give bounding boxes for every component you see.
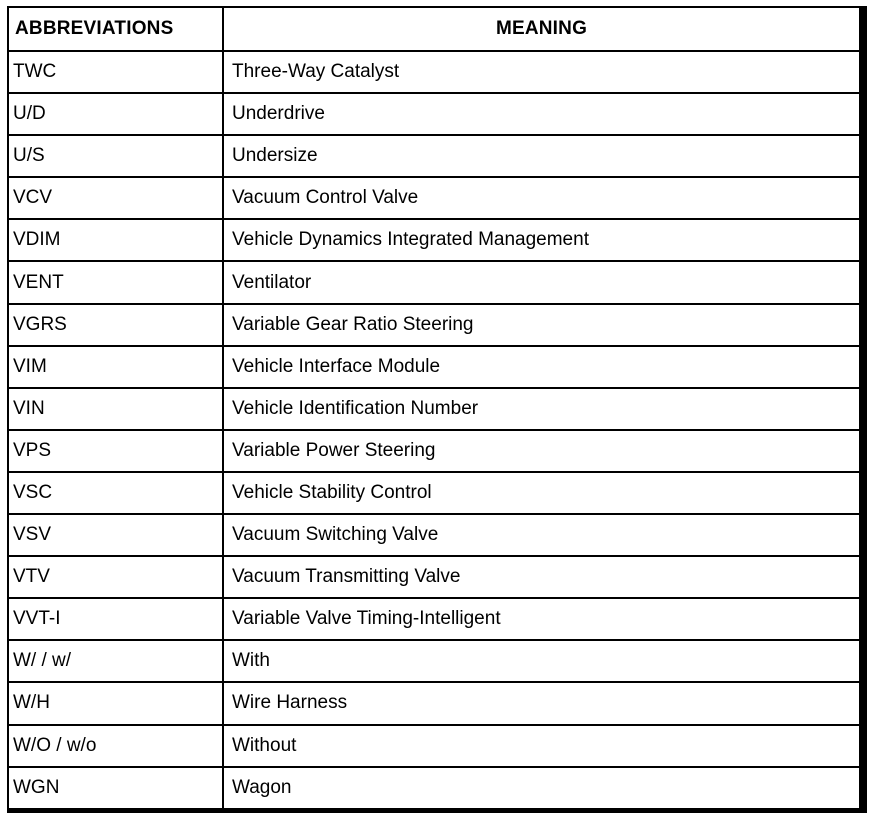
meaning-cell: Vehicle Dynamics Integrated Management (223, 219, 860, 261)
table-row (8, 304, 860, 346)
meaning-cell: Wire Harness (223, 682, 860, 724)
table-row (8, 598, 860, 640)
meaning-cell: Variable Gear Ratio Steering (223, 304, 860, 346)
abbreviation-cell: WGN (8, 767, 223, 809)
abbreviation-cell: VDIM (8, 219, 223, 261)
table-row (8, 135, 860, 177)
abbreviation-cell: VTV (8, 556, 223, 598)
meaning-cell: Without (223, 725, 860, 767)
table-row (8, 219, 860, 261)
abbreviations-table (7, 6, 861, 810)
table-row (8, 51, 860, 93)
abbreviation-cell: VGRS (8, 304, 223, 346)
table-row (8, 93, 860, 135)
table-row (8, 430, 860, 472)
table-row (8, 346, 860, 388)
meaning-cell: Vehicle Interface Module (223, 346, 860, 388)
meaning-cell: Ventilator (223, 261, 860, 303)
abbreviation-cell: W/ / w/ (8, 640, 223, 682)
table-body (8, 51, 860, 809)
abbreviation-cell: VSV (8, 514, 223, 556)
table-row (8, 177, 860, 219)
meaning-cell: Vehicle Identification Number (223, 388, 860, 430)
abbreviations-column-header: ABBREVIATIONS (8, 7, 223, 51)
abbreviation-cell: VSC (8, 472, 223, 514)
abbreviation-cell: W/O / w/o (8, 725, 223, 767)
table-row (8, 472, 860, 514)
abbreviation-cell: VENT (8, 261, 223, 303)
table-row (8, 682, 860, 724)
abbreviation-cell: VCV (8, 177, 223, 219)
meaning-cell: Vacuum Control Valve (223, 177, 860, 219)
abbreviation-cell: U/D (8, 93, 223, 135)
table-row (8, 556, 860, 598)
table-row (8, 767, 860, 809)
table-row (8, 640, 860, 682)
meaning-cell: With (223, 640, 860, 682)
table-row (8, 725, 860, 767)
meaning-column-header: MEANING (223, 7, 860, 51)
table-row (8, 514, 860, 556)
abbreviation-cell: VVT-I (8, 598, 223, 640)
table-row (8, 261, 860, 303)
meaning-cell: Underdrive (223, 93, 860, 135)
table-row (8, 388, 860, 430)
abbreviation-cell: TWC (8, 51, 223, 93)
header-row (8, 7, 860, 51)
meaning-cell: Undersize (223, 135, 860, 177)
meaning-cell: Vehicle Stability Control (223, 472, 860, 514)
abbreviation-cell: VPS (8, 430, 223, 472)
meaning-cell: Variable Valve Timing-Intelligent (223, 598, 860, 640)
meaning-cell: Variable Power Steering (223, 430, 860, 472)
abbreviation-cell: W/H (8, 682, 223, 724)
meaning-cell: Vacuum Switching Valve (223, 514, 860, 556)
meaning-cell: Wagon (223, 767, 860, 809)
abbreviation-cell: VIM (8, 346, 223, 388)
meaning-cell: Three-Way Catalyst (223, 51, 860, 93)
abbreviation-cell: VIN (8, 388, 223, 430)
meaning-cell: Vacuum Transmitting Valve (223, 556, 860, 598)
abbreviation-cell: U/S (8, 135, 223, 177)
